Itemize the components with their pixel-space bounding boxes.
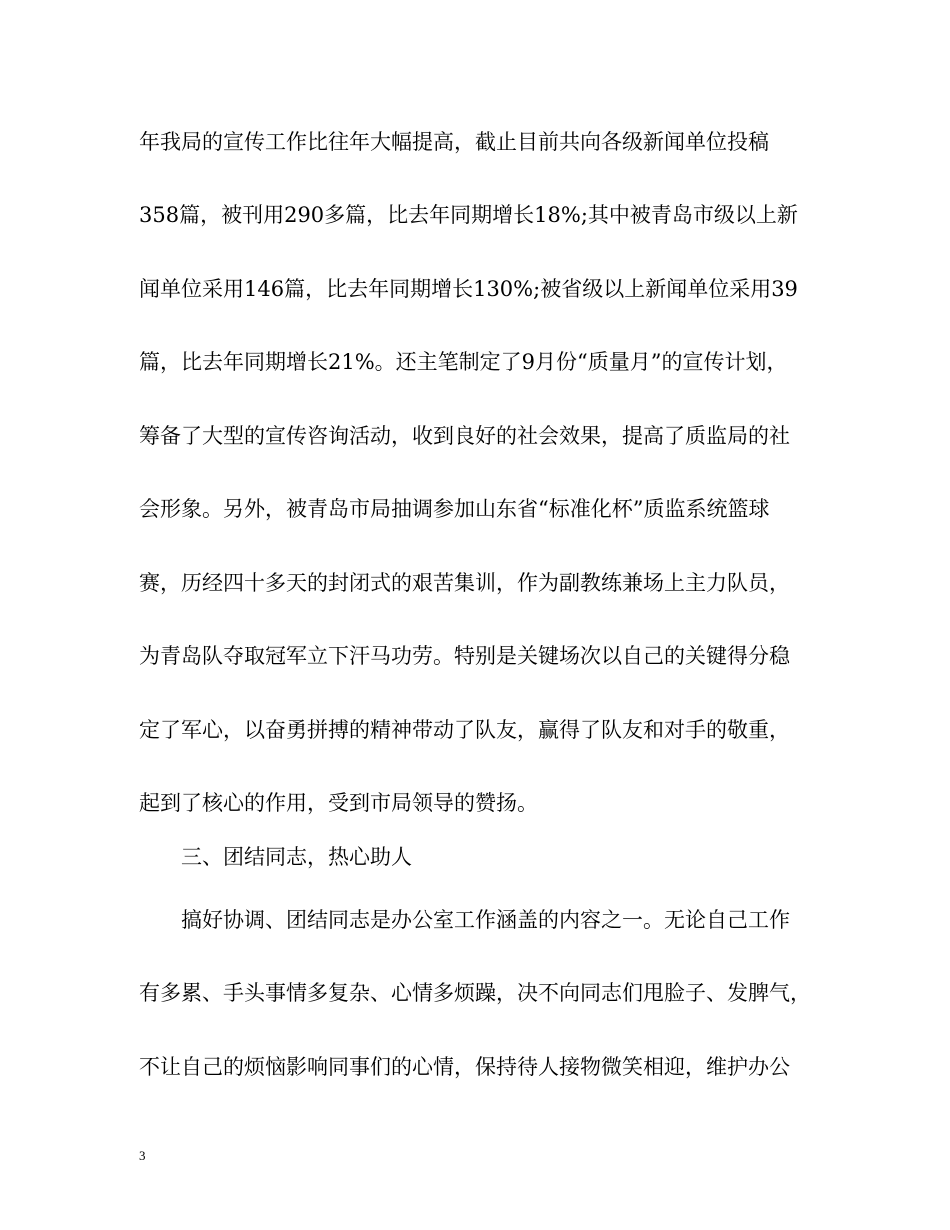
paragraph-line: 搞好协调、团结同志是办公室工作涵盖的内容之一。无论自己工作 — [139, 908, 790, 932]
paragraph-line: 有多累、手头事情多复杂、心情多烦躁，决不向同志们甩脸子、发脾气， — [139, 981, 811, 1005]
paragraph-line: 筹备了大型的宣传咨询活动，收到良好的社会效果，提高了质监局的社 — [139, 424, 790, 448]
page-number: 3 — [139, 1148, 146, 1163]
paragraph-line: 年我局的宣传工作比往年大幅提高，截止目前共向各级新闻单位投稿 — [139, 130, 769, 154]
paragraph-line: 篇，比去年同期增长21%。还主笔制定了9月份“质量月”的宣传计划， — [139, 350, 788, 374]
paragraph-line: 为青岛队夺取冠军立下汗马功劳。特别是关键场次以自己的关键得分稳 — [139, 644, 790, 668]
section-heading: 三、团结同志，热心助人 — [139, 845, 412, 869]
paragraph-line: 358篇，被刊用290多篇，比去年同期增长18%;其中被青岛市级以上新 — [139, 203, 798, 227]
paragraph-line: 不让自己的烦恼影响同事们的心情，保持待人接物微笑相迎，维护办公 — [139, 1055, 790, 1079]
paragraph-line: 闻单位采用146篇，比去年同期增长130%;被省级以上新闻单位采用39 — [139, 277, 798, 301]
paragraph-line: 会形象。另外，被青岛市局抽调参加山东省“标准化杯”质监系统篮球 — [139, 497, 770, 521]
paragraph-line: 定了军心，以奋勇拼搏的精神带动了队友，赢得了队友和对手的敬重， — [139, 718, 790, 742]
paragraph-line: 赛，历经四十多天的封闭式的艰苦集训，作为副教练兼场上主力队员， — [139, 571, 790, 595]
paragraph-line: 起到了核心的作用，受到市局领导的赞扬。 — [139, 791, 538, 815]
